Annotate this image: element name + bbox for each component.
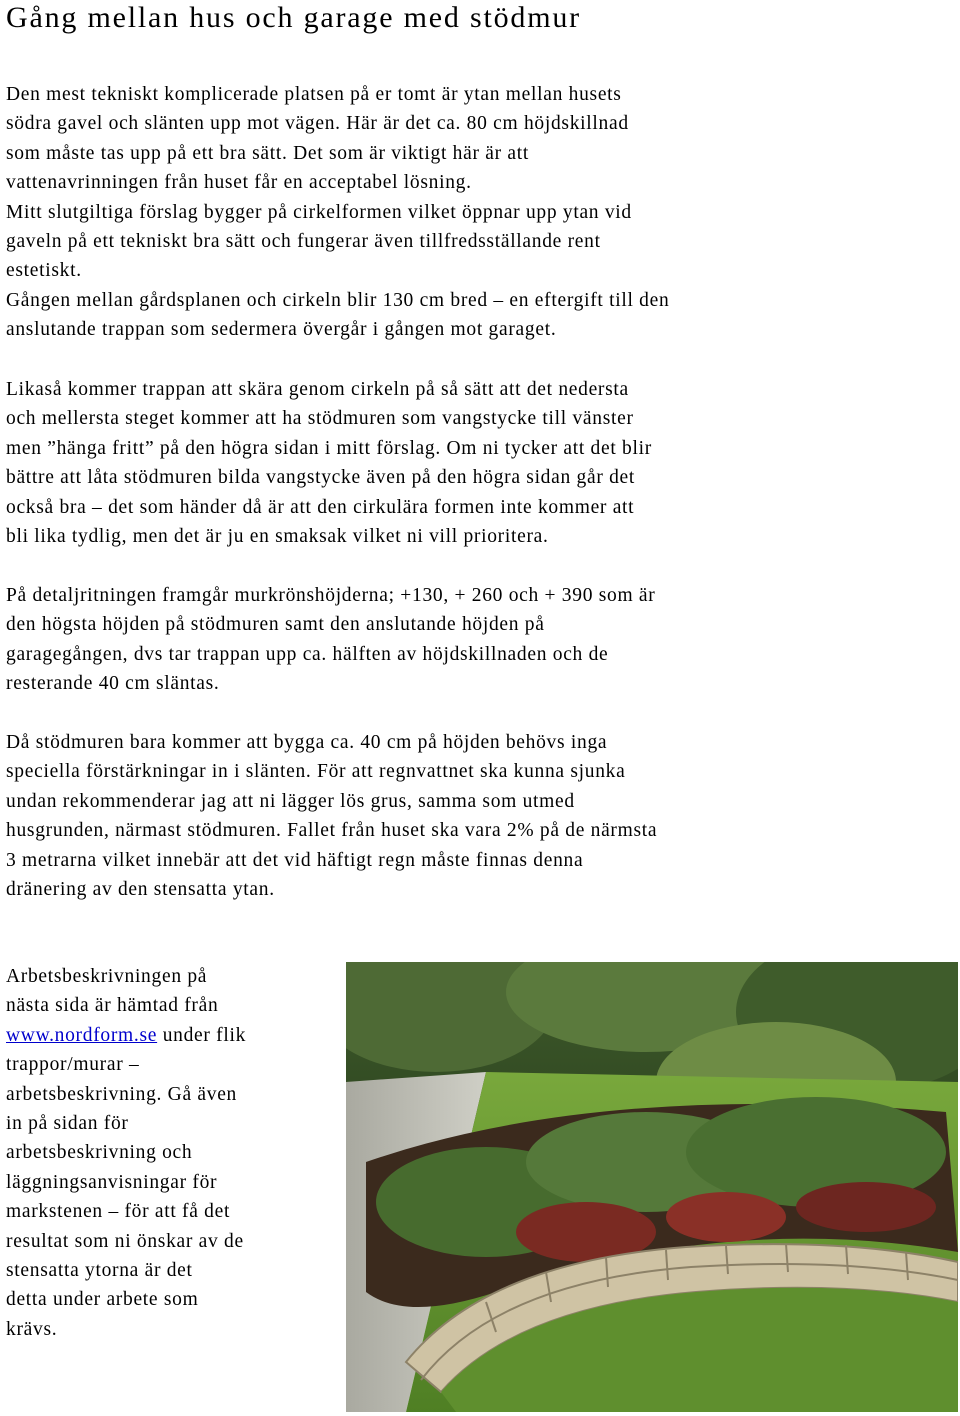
paragraph-drainage [6, 728, 936, 904]
text-line: undan rekommenderar jag att ni lägger lös grus, samma som utmed [6, 790, 575, 812]
text-line: men ”hänga fritt” på den högra sidan i mitt förslag. Om ni tycker att det blir [6, 437, 652, 459]
text-line: bättre att låta stödmuren bilda vangstycke även på den högra sidan går det [6, 467, 636, 489]
text-line: anslutande trappan som sedermera övergår i gången mot garaget. [6, 319, 557, 341]
text-line: Den mest tekniskt komplicerade platsen på er tomt är ytan mellan husets [6, 84, 622, 105]
page-title: Gång mellan hus och garage med stödmur [6, 1, 581, 34]
nordform-link[interactable]: www.nordform.se [6, 1024, 158, 1046]
paragraph-stairs [6, 375, 936, 551]
text-line: På detaljritningen framgår murkrönshöjderna; +130, + 260 och + 390 som är [6, 585, 656, 606]
text-line: estetiskt. [6, 260, 82, 282]
text-line: stensatta ytorna är det [6, 1260, 193, 1282]
text-line: Mitt slutgiltiga förslag bygger på cirkelformen vilket öppnar upp ytan vid [6, 201, 632, 223]
text-line: läggningsanvisningar för [6, 1171, 218, 1193]
text-line: nästa sida är hämtad från [6, 995, 219, 1017]
text-line: och mellersta steget kommer att ha stödmuren som vangstycke till vänster [6, 408, 634, 430]
text-line: resultat som ni önskar av de [6, 1230, 244, 1252]
paragraph-intro [6, 80, 936, 345]
text-line: dränering av den stensatta ytan. [6, 879, 275, 901]
text-line: Gången mellan gårdsplanen och cirkeln blir 130 cm bred – en eftergift till den [6, 289, 670, 311]
text-line: under flik [157, 1024, 247, 1046]
text-line: trappor/murar – [6, 1054, 140, 1076]
text-line: garagegången, dvs tar trappan upp ca. hälften av höjdskillnaden och de [6, 643, 609, 665]
text-line: husgrunden, närmast stödmuren. Fallet från huset ska vara 2% på de närmsta [6, 820, 658, 842]
paragraph-heights [6, 581, 936, 699]
text-line: arbetsbeskrivning. Gå även [6, 1083, 238, 1105]
text-line: Likaså kommer trappan att skära genom cirkeln på så sätt att det nedersta [6, 379, 629, 400]
text-line: detta under arbete som [6, 1289, 199, 1311]
text-line: den högsta höjden på stödmuren samt den anslutande höjden på [6, 614, 545, 636]
side-note [6, 962, 336, 1344]
text-line: in på sidan för [6, 1113, 129, 1135]
text-line: markstenen – för att få det [6, 1201, 231, 1223]
text-line: krävs. [6, 1318, 58, 1340]
text-line: speciella förstärkningar in i slänten. För att regnvattnet ska kunna sjunka [6, 761, 626, 783]
text-line: Arbetsbeskrivningen på [6, 966, 208, 987]
text-line: arbetsbeskrivning och [6, 1142, 193, 1164]
text-line: södra gavel och slänten upp mot vägen. Här är det ca. 80 cm höjdskillnad [6, 113, 629, 135]
garden-retaining-wall-photo [346, 962, 958, 1412]
text-line: resterande 40 cm släntas. [6, 673, 220, 695]
text-line: vattenavrinningen från huset får en acceptabel lösning. [6, 172, 472, 194]
text-line: också bra – det som händer då är att den cirkulära formen inte kommer att [6, 496, 635, 518]
text-line: som måste tas upp på ett bra sätt. Det som är viktigt här är att [6, 142, 529, 164]
text-line: 3 metrarna vilket innebär att det vid häftigt regn måste finnas denna [6, 849, 584, 871]
text-line: bli lika tydlig, men det är ju en smaksak vilket ni vill prioritera. [6, 526, 549, 548]
text-line: gaveln på ett tekniskt bra sätt och fungerar även tillfredsställande rent [6, 231, 601, 253]
text-line: Då stödmuren bara kommer att bygga ca. 40 cm på höjden behövs inga [6, 732, 608, 753]
